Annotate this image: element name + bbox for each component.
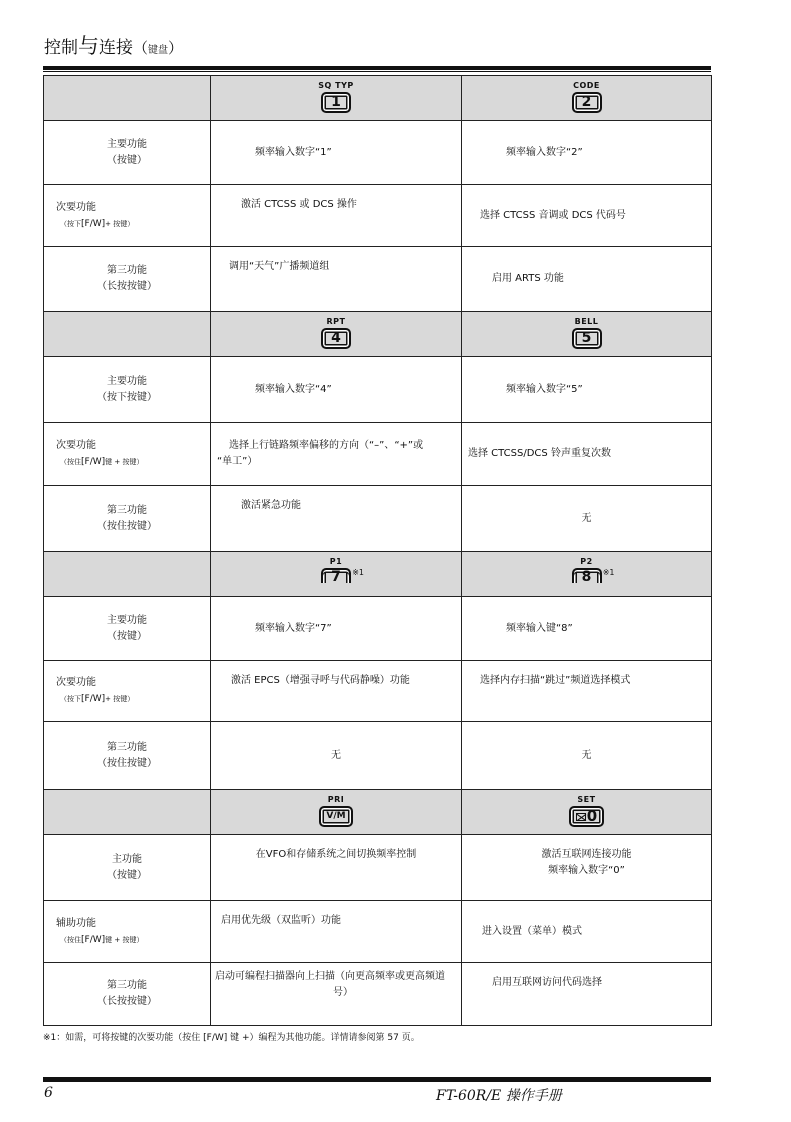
label-secondary-sub xyxy=(56,218,134,229)
cell-third-2: 启用 ARTS 功能 xyxy=(462,247,712,312)
label-aux-sub xyxy=(56,934,143,945)
key-8-face: 8 xyxy=(572,568,602,583)
key-8-label: P2 xyxy=(580,557,593,566)
cell-third-7: 无 xyxy=(211,722,462,790)
page-title-paren-close: ） xyxy=(168,39,184,57)
row-label-main xyxy=(44,597,211,661)
key-1-label: SQ TYP xyxy=(318,81,354,90)
page-title xyxy=(44,34,183,63)
key-cell-2 xyxy=(462,76,712,121)
key-cell-8 xyxy=(462,552,712,597)
label-main-short: 主功能 xyxy=(112,853,142,865)
page-title-subtitle: 键盘 xyxy=(148,45,169,56)
top-rule-thin xyxy=(43,71,711,72)
page-title-part2: 与 xyxy=(78,34,99,58)
key-7-note: ※1 xyxy=(352,568,364,577)
page-number: 6 xyxy=(44,1085,53,1101)
header-blank-cell xyxy=(44,76,211,121)
key-cell-vm xyxy=(211,790,462,835)
cell-secondary-5: 选择 CTCSS/DCS 铃声重复次数 xyxy=(462,423,712,486)
label-main: 主要功能 xyxy=(107,375,147,387)
row-label-aux xyxy=(44,901,211,963)
row-label-third xyxy=(44,722,211,790)
label-press-down: （按下按键） xyxy=(97,391,157,403)
key-0-label: SET xyxy=(577,795,596,804)
cell-third-4: 激活紧急功能 xyxy=(211,486,462,552)
manual-title: FT-60R/E 操作手册 xyxy=(436,1088,562,1104)
cell-secondary-1: 激活 CTCSS 或 DCS 操作 xyxy=(211,185,462,247)
label-main: 主要功能 xyxy=(107,614,147,626)
key-0-icon xyxy=(569,795,604,827)
table-row xyxy=(44,835,712,901)
cell-main-7: 频率输入数字“7” xyxy=(211,597,462,661)
key-0-face-digit: 0 xyxy=(586,807,598,825)
key-cell-0 xyxy=(462,790,712,835)
cell-text-line: 激活互联网连接功能 xyxy=(541,849,632,860)
key-2-label: CODE xyxy=(573,81,600,90)
cell-main-0 xyxy=(462,835,712,901)
label-sub-small: + 按键） xyxy=(105,219,135,228)
label-sub-key: [F/W] xyxy=(81,694,106,704)
label-hold-press: （按住按键） xyxy=(97,520,157,532)
table-row xyxy=(44,121,712,185)
label-long-press: （长按按键） xyxy=(97,281,157,292)
cell-text-line: 号） xyxy=(333,987,353,998)
cell-third-8: 无 xyxy=(462,722,712,790)
cell-third-1: 调用“天气”广播频道组 xyxy=(211,247,462,312)
row-label-secondary xyxy=(44,661,211,722)
row-label-third xyxy=(44,486,211,552)
row-label-third xyxy=(44,963,211,1026)
table-header-row xyxy=(44,790,712,835)
label-sub-small: （按下 xyxy=(60,219,81,228)
bottom-rule xyxy=(43,1077,711,1082)
cell-main-vm: 在VFO和存储系统之间切换频率控制 xyxy=(211,835,462,901)
key-cell-7 xyxy=(211,552,462,597)
label-sub-key: [F/W] xyxy=(81,934,106,945)
cell-text-line: 选择上行链路频率偏移的方向（“–”、“+”或 xyxy=(229,440,424,451)
key-1-face: 1 xyxy=(321,92,351,113)
row-label-third xyxy=(44,247,211,312)
cell-third-vm xyxy=(211,963,462,1026)
label-sub-small: 键 + 按键） xyxy=(105,458,144,466)
label-sub-small: （按住 xyxy=(60,935,81,944)
header-blank-cell xyxy=(44,552,211,597)
table-row xyxy=(44,722,712,790)
label-press: （按键） xyxy=(107,869,147,881)
label-third: 第三功能 xyxy=(107,265,147,276)
label-hold-press: （按住按键） xyxy=(97,757,157,769)
header-blank-cell xyxy=(44,790,211,835)
header-blank-cell xyxy=(44,312,211,357)
page-title-part3: 连接 xyxy=(99,38,133,58)
label-press: （按键） xyxy=(107,630,147,642)
cell-secondary-2: 选择 CTCSS 音调或 DCS 代码号 xyxy=(462,185,712,247)
page-title-paren-open: （ xyxy=(133,39,149,57)
key-4-icon xyxy=(321,317,351,349)
table-row xyxy=(44,901,712,963)
label-sub-small: + 按键） xyxy=(105,695,135,703)
key-7-icon xyxy=(321,557,364,589)
key-2-icon xyxy=(572,81,602,113)
label-third: 第三功能 xyxy=(107,980,147,991)
table-row xyxy=(44,597,712,661)
cell-aux-vm: 启用优先级（双监听）功能 xyxy=(211,901,462,963)
cell-main-1: 频率输入数字“1” xyxy=(211,121,462,185)
label-third: 第三功能 xyxy=(107,741,147,753)
label-sub-small: （按下 xyxy=(60,695,81,703)
row-label-secondary xyxy=(44,423,211,486)
cell-main-8: 频率输入键“8” xyxy=(462,597,712,661)
key-cell-1 xyxy=(211,76,462,121)
footnote: ※1：如需，可将按键的次要功能（按住 [F/W] 键 +）编程为其他功能。详情请参阅第 57 页。 xyxy=(43,1033,420,1043)
table-header-row xyxy=(44,312,712,357)
label-secondary: 次要功能 xyxy=(56,201,96,213)
row-label-secondary xyxy=(44,185,211,247)
label-aux: 辅助功能 xyxy=(56,917,96,929)
key-5-label: BELL xyxy=(574,317,599,326)
table-row xyxy=(44,357,712,423)
label-sub-key: [F/W] xyxy=(81,218,106,229)
key-function-table xyxy=(43,75,712,1026)
key-2-face: 2 xyxy=(572,92,602,113)
label-sub-small: 键 + 按键） xyxy=(105,935,144,944)
table-row xyxy=(44,185,712,247)
label-third: 第三功能 xyxy=(107,504,147,516)
label-secondary: 次要功能 xyxy=(56,677,96,688)
cell-main-2: 频率输入数字“2” xyxy=(462,121,712,185)
cell-text-line: “单工”） xyxy=(217,456,258,467)
table-header-row xyxy=(44,76,712,121)
label-sub-key: [F/W] xyxy=(81,457,106,467)
table-row xyxy=(44,423,712,486)
top-rule xyxy=(43,66,711,70)
label-secondary: 次要功能 xyxy=(56,440,96,451)
key-cell-5 xyxy=(462,312,712,357)
cell-text-line: 启动可编程扫描器向上扫描（向更高频率或更高频道 xyxy=(215,971,445,982)
row-label-main xyxy=(44,121,211,185)
key-0-face xyxy=(569,806,604,827)
cell-aux-0: 进入设置（菜单）模式 xyxy=(462,901,712,963)
key-7-face: 7 xyxy=(321,568,351,583)
key-1-icon xyxy=(318,81,353,113)
label-secondary-sub xyxy=(56,456,143,467)
cell-main-5: 频率输入数字“5” xyxy=(462,357,712,423)
table-row xyxy=(44,963,712,1026)
label-sub-small: （按住 xyxy=(60,458,81,466)
cell-secondary-8: 选择内存扫描“跳过”频道选择模式 xyxy=(462,661,712,722)
table-row xyxy=(44,486,712,552)
key-7-label: P1 xyxy=(329,557,343,566)
cell-text-line: 频率输入数字“0” xyxy=(548,865,625,876)
table-row xyxy=(44,247,712,312)
key-vm-label: PRI xyxy=(327,795,345,804)
cell-third-0: 启用互联网访问代码选择 xyxy=(462,963,712,1026)
table-row xyxy=(44,661,712,722)
key-cell-4 xyxy=(211,312,462,357)
key-5-face: 5 xyxy=(572,328,602,349)
internet-icon xyxy=(576,813,586,821)
cell-secondary-7: 激活 EPCS（增强寻呼与代码静噪）功能 xyxy=(211,661,462,722)
page-title-part1: 控制 xyxy=(44,38,78,58)
key-8-icon xyxy=(572,557,615,589)
key-4-label: RPT xyxy=(326,317,346,326)
key-vm-icon xyxy=(319,795,352,827)
row-label-main xyxy=(44,357,211,423)
key-4-face: 4 xyxy=(321,328,351,349)
cell-secondary-4 xyxy=(211,423,462,486)
key-5-icon xyxy=(572,317,602,349)
key-vm-face: V/M xyxy=(319,806,352,827)
label-press: （按键） xyxy=(107,154,147,166)
label-secondary-sub xyxy=(56,693,134,704)
key-8-note: ※1 xyxy=(602,568,615,577)
cell-third-5: 无 xyxy=(462,486,712,552)
cell-main-4: 频率输入数字“4” xyxy=(211,357,462,423)
label-long-press: （长按按键） xyxy=(97,996,157,1007)
table-header-row xyxy=(44,552,712,597)
row-label-main xyxy=(44,835,211,901)
label-main: 主要功能 xyxy=(107,138,147,150)
